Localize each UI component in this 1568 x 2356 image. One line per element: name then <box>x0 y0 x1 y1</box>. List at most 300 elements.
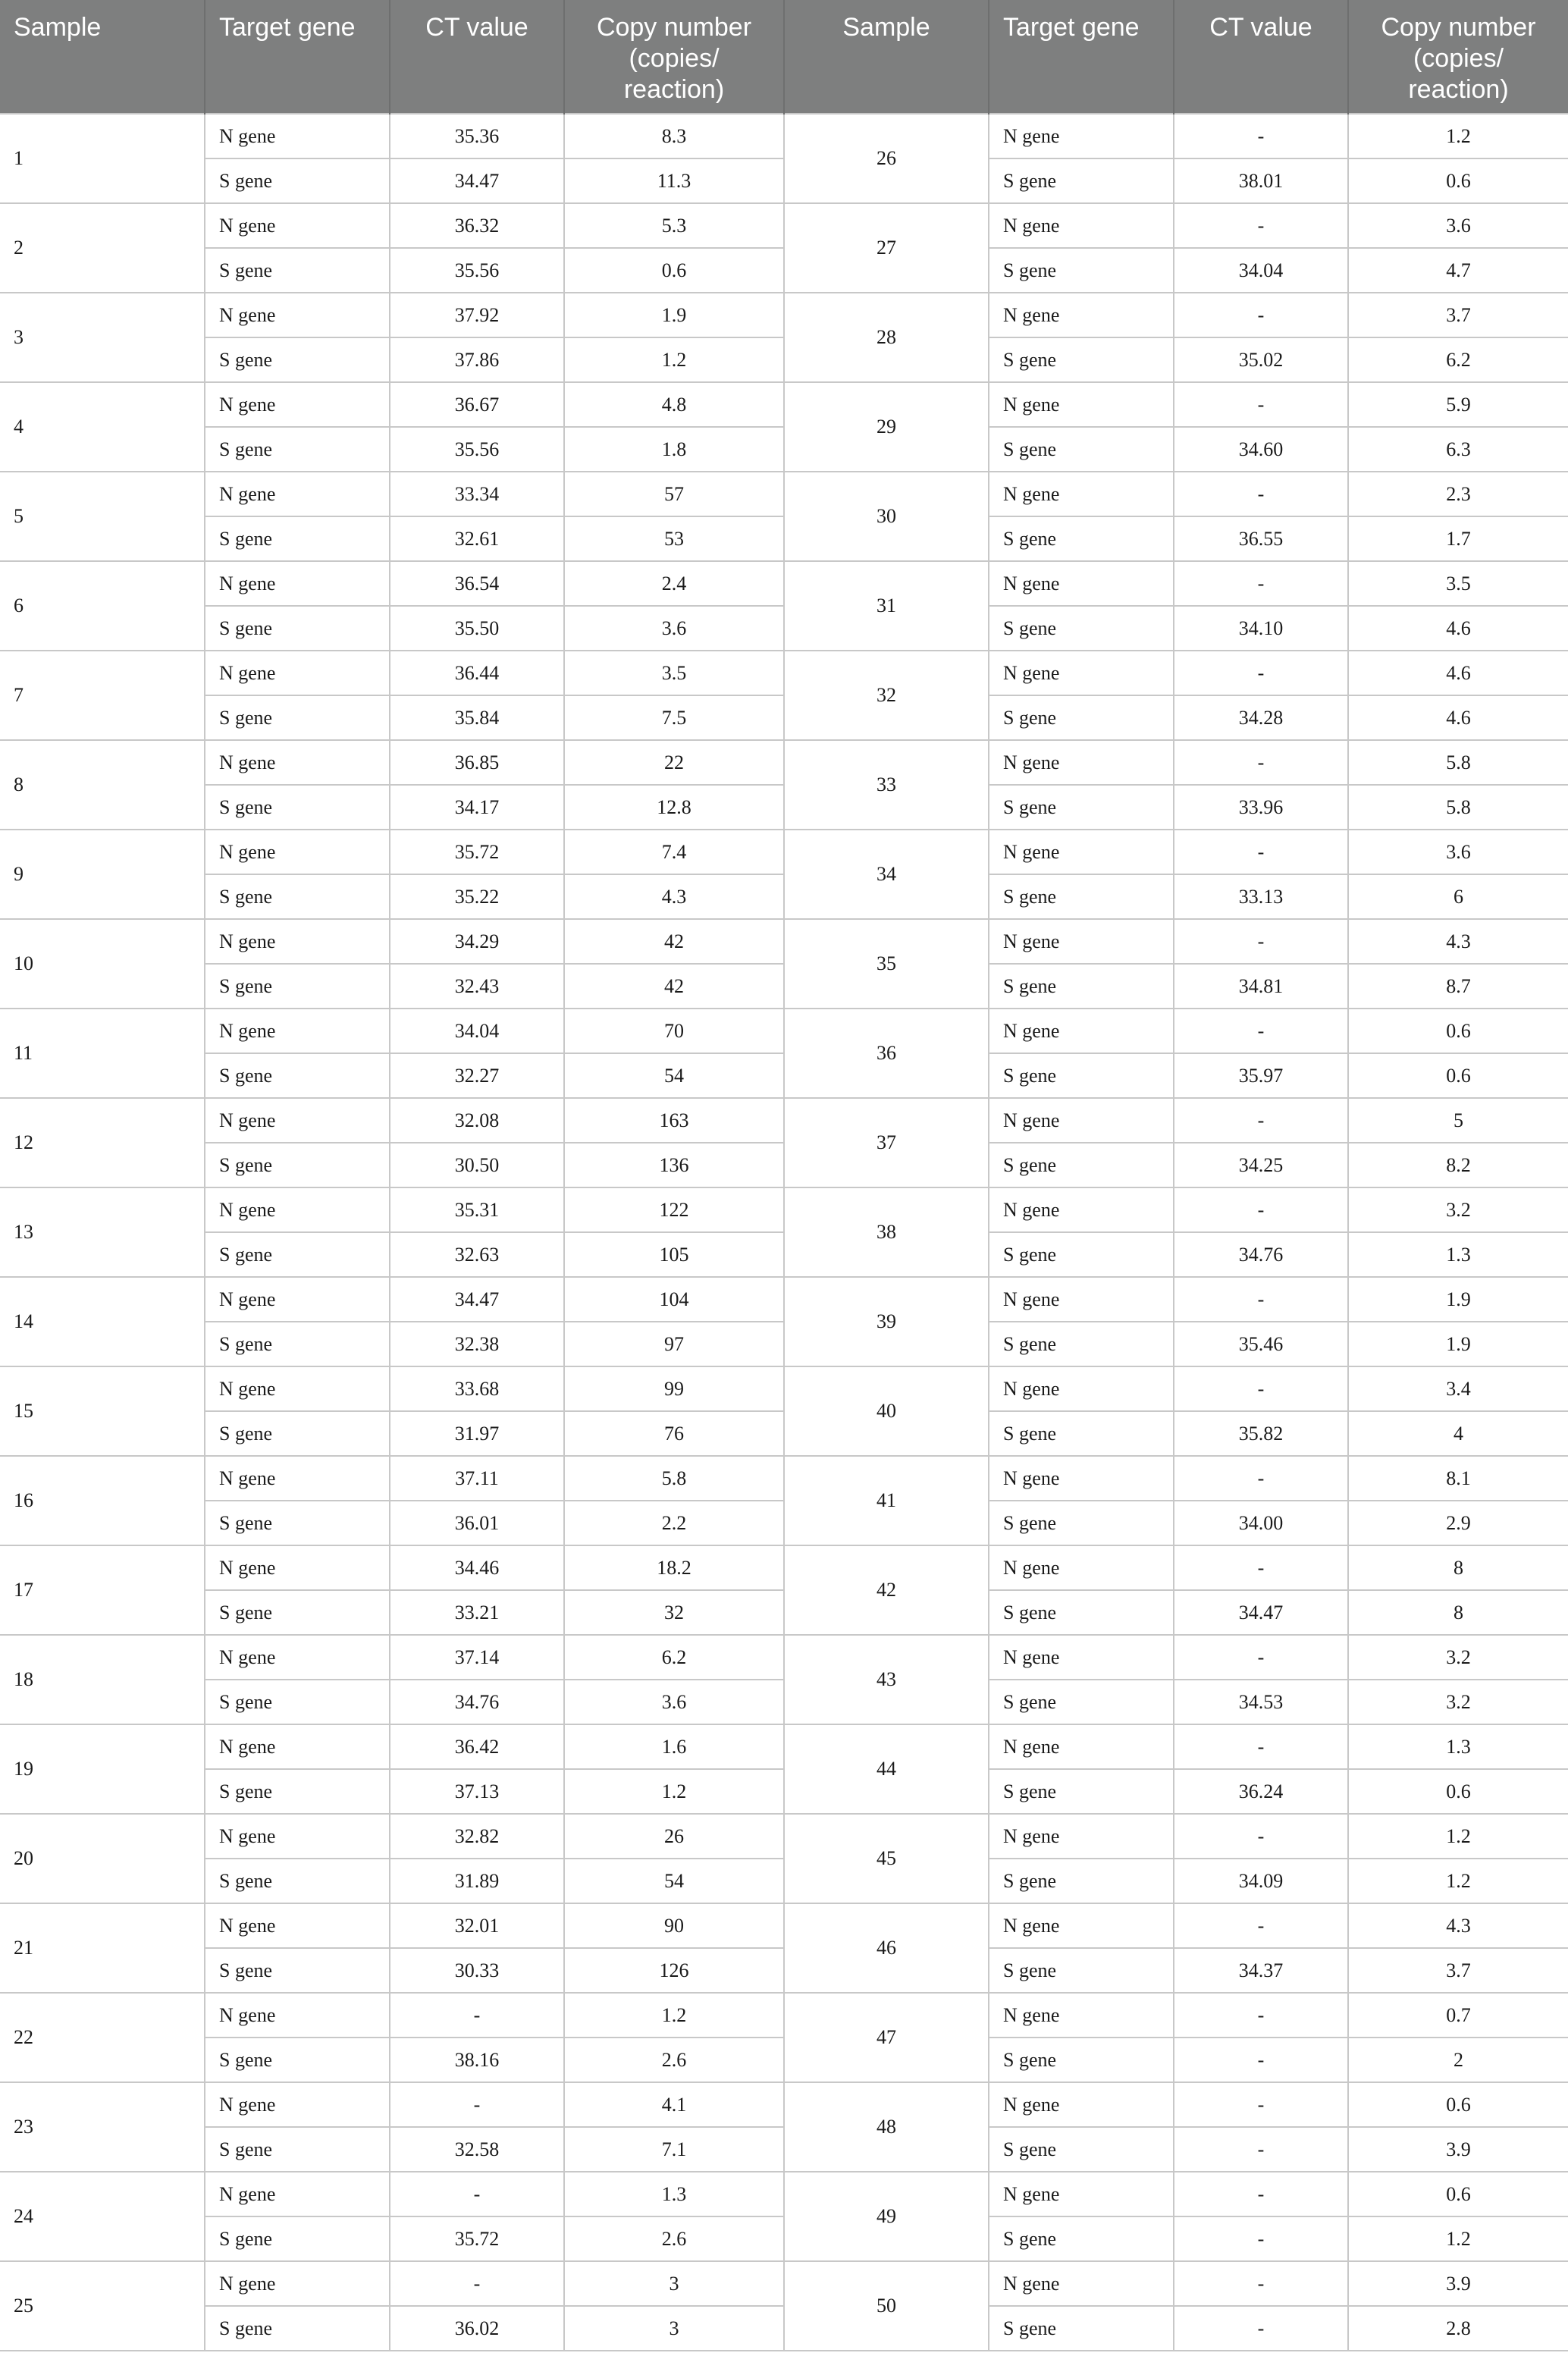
ct-value: 35.72 <box>390 830 564 874</box>
sample-id: 2 <box>0 203 205 293</box>
copy-number: 5.8 <box>1348 785 1568 830</box>
target-gene: S gene <box>205 2038 390 2082</box>
ct-value: 32.27 <box>390 1053 564 1098</box>
ct-value: - <box>1174 382 1348 427</box>
ct-value: 37.14 <box>390 1635 564 1680</box>
copy-number: 3.6 <box>564 1680 784 1724</box>
copy-number: 5.8 <box>1348 740 1568 785</box>
copy-number: 6.2 <box>1348 337 1568 382</box>
target-gene: N gene <box>989 1635 1174 1680</box>
copy-number: 126 <box>564 1948 784 1993</box>
copy-number: 1.3 <box>1348 1232 1568 1277</box>
ct-value: - <box>1174 1814 1348 1859</box>
table-row <box>0 382 1568 427</box>
target-gene: N gene <box>205 2082 390 2127</box>
table-row <box>0 2082 1568 2127</box>
ct-value: - <box>1174 2172 1348 2216</box>
target-gene: S gene <box>205 1948 390 1993</box>
ct-value: 37.11 <box>390 1456 564 1501</box>
ct-value: - <box>390 2261 564 2306</box>
ct-value: 32.61 <box>390 516 564 561</box>
target-gene: S gene <box>989 158 1174 203</box>
copy-number: 3.9 <box>1348 2127 1568 2172</box>
sample-id: 39 <box>784 1277 989 1366</box>
table-header <box>0 0 1568 114</box>
sample-id: 29 <box>784 382 989 472</box>
ct-value: - <box>1174 1098 1348 1143</box>
ct-value: 32.38 <box>390 1322 564 1366</box>
ct-value: - <box>1174 472 1348 516</box>
sample-id: 16 <box>0 1456 205 1545</box>
ct-value: 35.84 <box>390 695 564 740</box>
sample-id: 41 <box>784 1456 989 1545</box>
sample-id: 5 <box>0 472 205 561</box>
copy-number: 5 <box>1348 1098 1568 1143</box>
target-gene: S gene <box>989 606 1174 651</box>
sample-id: 27 <box>784 203 989 293</box>
copy-number: 1.2 <box>1348 1859 1568 1903</box>
ct-value: 34.10 <box>1174 606 1348 651</box>
target-gene: N gene <box>989 830 1174 874</box>
header-row <box>0 0 1568 114</box>
table-row <box>0 1277 1568 1322</box>
target-gene: N gene <box>205 1366 390 1411</box>
table-row <box>0 1366 1568 1411</box>
target-gene: N gene <box>989 1009 1174 1053</box>
table-row <box>0 1098 1568 1143</box>
ct-value: 38.01 <box>1174 158 1348 203</box>
target-gene: S gene <box>989 1590 1174 1635</box>
target-gene: S gene <box>989 516 1174 561</box>
table-row <box>0 830 1568 874</box>
copy-number: 2.2 <box>564 1501 784 1545</box>
ct-value: - <box>1174 2082 1348 2127</box>
ct-value: - <box>1174 2261 1348 2306</box>
table-row <box>0 1814 1568 1859</box>
target-gene: S gene <box>989 1143 1174 1187</box>
copy-number: 1.2 <box>1348 114 1568 158</box>
target-gene: N gene <box>205 472 390 516</box>
table-row <box>0 740 1568 785</box>
target-gene: N gene <box>989 2082 1174 2127</box>
table-row <box>0 1187 1568 1232</box>
copy-number: 8 <box>1348 1590 1568 1635</box>
ct-value: 35.50 <box>390 606 564 651</box>
copy-number: 0.6 <box>1348 1053 1568 1098</box>
copy-number: 7.4 <box>564 830 784 874</box>
target-gene: N gene <box>205 203 390 248</box>
copy-number: 105 <box>564 1232 784 1277</box>
ct-value: 35.97 <box>1174 1053 1348 1098</box>
target-gene: S gene <box>989 1411 1174 1456</box>
target-gene: S gene <box>205 695 390 740</box>
ct-value: - <box>1174 1456 1348 1501</box>
ct-value: - <box>1174 203 1348 248</box>
ct-value: - <box>1174 740 1348 785</box>
copy-number: 4.7 <box>1348 248 1568 293</box>
ct-value: 36.42 <box>390 1724 564 1769</box>
target-gene: N gene <box>205 830 390 874</box>
sample-id: 38 <box>784 1187 989 1277</box>
ct-value: 34.37 <box>1174 1948 1348 1993</box>
copy-number: 3.6 <box>1348 203 1568 248</box>
ct-value: 35.31 <box>390 1187 564 1232</box>
ct-value: 33.68 <box>390 1366 564 1411</box>
header-ct-value: CT value <box>390 0 564 114</box>
copy-number: 99 <box>564 1366 784 1411</box>
ct-value: 34.60 <box>1174 427 1348 472</box>
copy-number: 1.9 <box>1348 1322 1568 1366</box>
ct-value: 34.04 <box>390 1009 564 1053</box>
ct-value: 35.22 <box>390 874 564 919</box>
target-gene: S gene <box>205 337 390 382</box>
target-gene: S gene <box>989 785 1174 830</box>
copy-number: 5.9 <box>1348 382 1568 427</box>
ct-value: 35.46 <box>1174 1322 1348 1366</box>
copy-number: 1.8 <box>564 427 784 472</box>
target-gene: N gene <box>989 1814 1174 1859</box>
sample-id: 17 <box>0 1545 205 1635</box>
copy-number: 97 <box>564 1322 784 1366</box>
copy-number: 2.4 <box>564 561 784 606</box>
copy-number: 5.8 <box>564 1456 784 1501</box>
ct-value: 36.54 <box>390 561 564 606</box>
ct-value: 38.16 <box>390 2038 564 2082</box>
ct-value: 33.13 <box>1174 874 1348 919</box>
ct-value: 36.55 <box>1174 516 1348 561</box>
target-gene: S gene <box>989 1053 1174 1098</box>
target-gene: N gene <box>989 472 1174 516</box>
target-gene: N gene <box>205 1814 390 1859</box>
sample-id: 11 <box>0 1009 205 1098</box>
sample-id: 40 <box>784 1366 989 1456</box>
ct-value: 32.58 <box>390 2127 564 2172</box>
copy-number: 76 <box>564 1411 784 1456</box>
ct-value: - <box>1174 830 1348 874</box>
ct-value: 33.34 <box>390 472 564 516</box>
target-gene: N gene <box>205 1009 390 1053</box>
table-row <box>0 114 1568 158</box>
table-row <box>0 1009 1568 1053</box>
target-gene: S gene <box>989 337 1174 382</box>
header-copy-number: Copy number (copies/ reaction) <box>564 0 784 114</box>
copy-number: 2.3 <box>1348 472 1568 516</box>
copy-number: 4.1 <box>564 2082 784 2127</box>
copy-number: 3.4 <box>1348 1366 1568 1411</box>
sample-id: 50 <box>784 2261 989 2351</box>
copy-number: 4.8 <box>564 382 784 427</box>
copy-number: 2 <box>1348 2038 1568 2082</box>
sample-id: 20 <box>0 1814 205 1903</box>
ct-value: 34.28 <box>1174 695 1348 740</box>
copy-number: 0.6 <box>1348 2172 1568 2216</box>
target-gene: N gene <box>205 1187 390 1232</box>
copy-number: 2.8 <box>1348 2306 1568 2351</box>
ct-value: 34.17 <box>390 785 564 830</box>
ct-value: 34.81 <box>1174 964 1348 1009</box>
table-row <box>0 561 1568 606</box>
sample-id: 45 <box>784 1814 989 1903</box>
target-gene: S gene <box>989 248 1174 293</box>
target-gene: N gene <box>205 1635 390 1680</box>
copy-number: 6.3 <box>1348 427 1568 472</box>
target-gene: S gene <box>205 2306 390 2351</box>
copy-number: 122 <box>564 1187 784 1232</box>
target-gene: S gene <box>989 1680 1174 1724</box>
ct-value: - <box>1174 1366 1348 1411</box>
copy-number: 1.9 <box>564 293 784 337</box>
sample-id: 14 <box>0 1277 205 1366</box>
target-gene: N gene <box>989 1724 1174 1769</box>
ct-value: 36.02 <box>390 2306 564 2351</box>
sample-id: 35 <box>784 919 989 1009</box>
table-row <box>0 1993 1568 2038</box>
ct-value: 32.82 <box>390 1814 564 1859</box>
target-gene: S gene <box>205 785 390 830</box>
target-gene: N gene <box>205 382 390 427</box>
sample-id: 48 <box>784 2082 989 2172</box>
ct-value: 35.72 <box>390 2216 564 2261</box>
copy-number: 3 <box>564 2261 784 2306</box>
ct-value: - <box>390 1993 564 2038</box>
copy-number: 136 <box>564 1143 784 1187</box>
ct-value: 36.24 <box>1174 1769 1348 1814</box>
copy-number: 7.1 <box>564 2127 784 2172</box>
table-row <box>0 2172 1568 2216</box>
sample-id: 22 <box>0 1993 205 2082</box>
target-gene: S gene <box>989 1501 1174 1545</box>
target-gene: S gene <box>989 874 1174 919</box>
target-gene: S gene <box>989 2216 1174 2261</box>
target-gene: N gene <box>205 1098 390 1143</box>
target-gene: N gene <box>989 919 1174 964</box>
ct-value: 32.63 <box>390 1232 564 1277</box>
copy-number: 32 <box>564 1590 784 1635</box>
copy-number: 42 <box>564 964 784 1009</box>
ct-value: - <box>1174 651 1348 695</box>
target-gene: S gene <box>205 427 390 472</box>
sample-id: 8 <box>0 740 205 830</box>
copy-number: 3 <box>564 2306 784 2351</box>
ct-value: 32.08 <box>390 1098 564 1143</box>
copy-number: 104 <box>564 1277 784 1322</box>
table-row <box>0 293 1568 337</box>
ct-value: - <box>1174 114 1348 158</box>
ct-value: 36.67 <box>390 382 564 427</box>
table-row <box>0 1635 1568 1680</box>
copy-number: 1.2 <box>564 1993 784 2038</box>
header-copy-number: Copy number (copies/ reaction) <box>1348 0 1568 114</box>
target-gene: N gene <box>989 561 1174 606</box>
target-gene: N gene <box>205 1993 390 2038</box>
ct-value: 36.01 <box>390 1501 564 1545</box>
table-row <box>0 203 1568 248</box>
table-row <box>0 1724 1568 1769</box>
sample-id: 44 <box>784 1724 989 1814</box>
copy-number: 2.6 <box>564 2038 784 2082</box>
copy-number: 0.6 <box>1348 2082 1568 2127</box>
copy-number: 163 <box>564 1098 784 1143</box>
copy-number: 1.3 <box>1348 1724 1568 1769</box>
copy-number: 4.6 <box>1348 651 1568 695</box>
target-gene: S gene <box>205 1680 390 1724</box>
ct-value: 34.76 <box>390 1680 564 1724</box>
copy-number: 3.9 <box>1348 2261 1568 2306</box>
sample-id: 26 <box>784 114 989 203</box>
ct-value: 31.97 <box>390 1411 564 1456</box>
sample-id: 34 <box>784 830 989 919</box>
copy-number: 5.3 <box>564 203 784 248</box>
target-gene: S gene <box>205 1859 390 1903</box>
ct-value: - <box>1174 919 1348 964</box>
target-gene: N gene <box>205 1545 390 1590</box>
target-gene: S gene <box>205 1232 390 1277</box>
sample-id: 21 <box>0 1903 205 1993</box>
header-ct-value: CT value <box>1174 0 1348 114</box>
target-gene: S gene <box>205 1590 390 1635</box>
sample-id: 25 <box>0 2261 205 2351</box>
target-gene: S gene <box>989 2038 1174 2082</box>
header-target-gene: Target gene <box>205 0 390 114</box>
ct-value: 35.82 <box>1174 1411 1348 1456</box>
sample-id: 12 <box>0 1098 205 1187</box>
ct-value: 35.36 <box>390 114 564 158</box>
target-gene: S gene <box>205 1322 390 1366</box>
target-gene: S gene <box>205 1501 390 1545</box>
copy-number: 11.3 <box>564 158 784 203</box>
copy-number: 1.9 <box>1348 1277 1568 1322</box>
table-row <box>0 2261 1568 2306</box>
copy-number: 4.3 <box>1348 1903 1568 1948</box>
ct-value: 30.50 <box>390 1143 564 1187</box>
ct-value: - <box>1174 1635 1348 1680</box>
ct-value: - <box>1174 1009 1348 1053</box>
ct-value: - <box>1174 1724 1348 1769</box>
ct-value: - <box>1174 1277 1348 1322</box>
copy-number: 1.2 <box>564 1769 784 1814</box>
sample-id: 46 <box>784 1903 989 1993</box>
sample-id: 30 <box>784 472 989 561</box>
ct-value: 32.01 <box>390 1903 564 1948</box>
table-row <box>0 651 1568 695</box>
copy-number: 1.2 <box>564 337 784 382</box>
copy-number: 8.3 <box>564 114 784 158</box>
copy-number: 3.2 <box>1348 1635 1568 1680</box>
copy-number: 42 <box>564 919 784 964</box>
sample-id: 31 <box>784 561 989 651</box>
sample-id: 13 <box>0 1187 205 1277</box>
target-gene: S gene <box>989 2306 1174 2351</box>
copy-number: 1.7 <box>1348 516 1568 561</box>
copy-number: 6.2 <box>564 1635 784 1680</box>
copy-number: 4.6 <box>1348 606 1568 651</box>
sample-id: 43 <box>784 1635 989 1724</box>
target-gene: N gene <box>989 2261 1174 2306</box>
target-gene: S gene <box>205 874 390 919</box>
copy-number: 1.2 <box>1348 1814 1568 1859</box>
ct-value: 34.76 <box>1174 1232 1348 1277</box>
ct-value: 32.43 <box>390 964 564 1009</box>
ct-value: 35.56 <box>390 427 564 472</box>
header-sample: Sample <box>0 0 205 114</box>
copy-number: 1.3 <box>564 2172 784 2216</box>
ct-value: - <box>1174 2038 1348 2082</box>
sample-id: 49 <box>784 2172 989 2261</box>
target-gene: N gene <box>989 1187 1174 1232</box>
table-row <box>0 1456 1568 1501</box>
target-gene: S gene <box>989 1232 1174 1277</box>
copy-number: 3.5 <box>1348 561 1568 606</box>
ct-value: 34.47 <box>390 1277 564 1322</box>
sample-id: 6 <box>0 561 205 651</box>
target-gene: S gene <box>989 2127 1174 2172</box>
table-row <box>0 472 1568 516</box>
ct-value: 35.02 <box>1174 337 1348 382</box>
ct-value: 34.53 <box>1174 1680 1348 1724</box>
target-gene: N gene <box>989 293 1174 337</box>
copy-number: 22 <box>564 740 784 785</box>
ct-value: - <box>1174 1545 1348 1590</box>
ct-value: 37.92 <box>390 293 564 337</box>
copy-number: 8.1 <box>1348 1456 1568 1501</box>
target-gene: S gene <box>989 695 1174 740</box>
target-gene: N gene <box>989 740 1174 785</box>
copy-number: 54 <box>564 1053 784 1098</box>
ct-value: 33.96 <box>1174 785 1348 830</box>
copy-number: 8.2 <box>1348 1143 1568 1187</box>
copy-number: 6 <box>1348 874 1568 919</box>
target-gene: N gene <box>989 203 1174 248</box>
target-gene: S gene <box>205 1411 390 1456</box>
copy-number: 3.2 <box>1348 1187 1568 1232</box>
target-gene: N gene <box>989 114 1174 158</box>
ct-value: - <box>1174 2127 1348 2172</box>
ct-value: 34.00 <box>1174 1501 1348 1545</box>
ct-value: - <box>1174 293 1348 337</box>
target-gene: N gene <box>205 2172 390 2216</box>
target-gene: N gene <box>205 740 390 785</box>
sample-id: 32 <box>784 651 989 740</box>
copy-number: 7.5 <box>564 695 784 740</box>
ct-value: 33.21 <box>390 1590 564 1635</box>
header-target-gene: Target gene <box>989 0 1174 114</box>
ct-value: - <box>1174 1903 1348 1948</box>
copy-number: 18.2 <box>564 1545 784 1590</box>
ct-value: 36.32 <box>390 203 564 248</box>
copy-number: 3.7 <box>1348 1948 1568 1993</box>
target-gene: S gene <box>205 158 390 203</box>
target-gene: S gene <box>205 964 390 1009</box>
target-gene: N gene <box>989 1277 1174 1322</box>
copy-number: 4.6 <box>1348 695 1568 740</box>
ct-value: - <box>1174 561 1348 606</box>
target-gene: S gene <box>205 248 390 293</box>
ct-value: 31.89 <box>390 1859 564 1903</box>
target-gene: S gene <box>989 964 1174 1009</box>
ct-value: 36.44 <box>390 651 564 695</box>
ct-value: 36.85 <box>390 740 564 785</box>
ct-value: 34.46 <box>390 1545 564 1590</box>
target-gene: N gene <box>205 1277 390 1322</box>
target-gene: S gene <box>989 1769 1174 1814</box>
sample-id: 47 <box>784 1993 989 2082</box>
target-gene: S gene <box>205 516 390 561</box>
target-gene: N gene <box>989 2172 1174 2216</box>
copy-number: 3.5 <box>564 651 784 695</box>
copy-number: 90 <box>564 1903 784 1948</box>
target-gene: S gene <box>205 1053 390 1098</box>
copy-number: 4.3 <box>564 874 784 919</box>
